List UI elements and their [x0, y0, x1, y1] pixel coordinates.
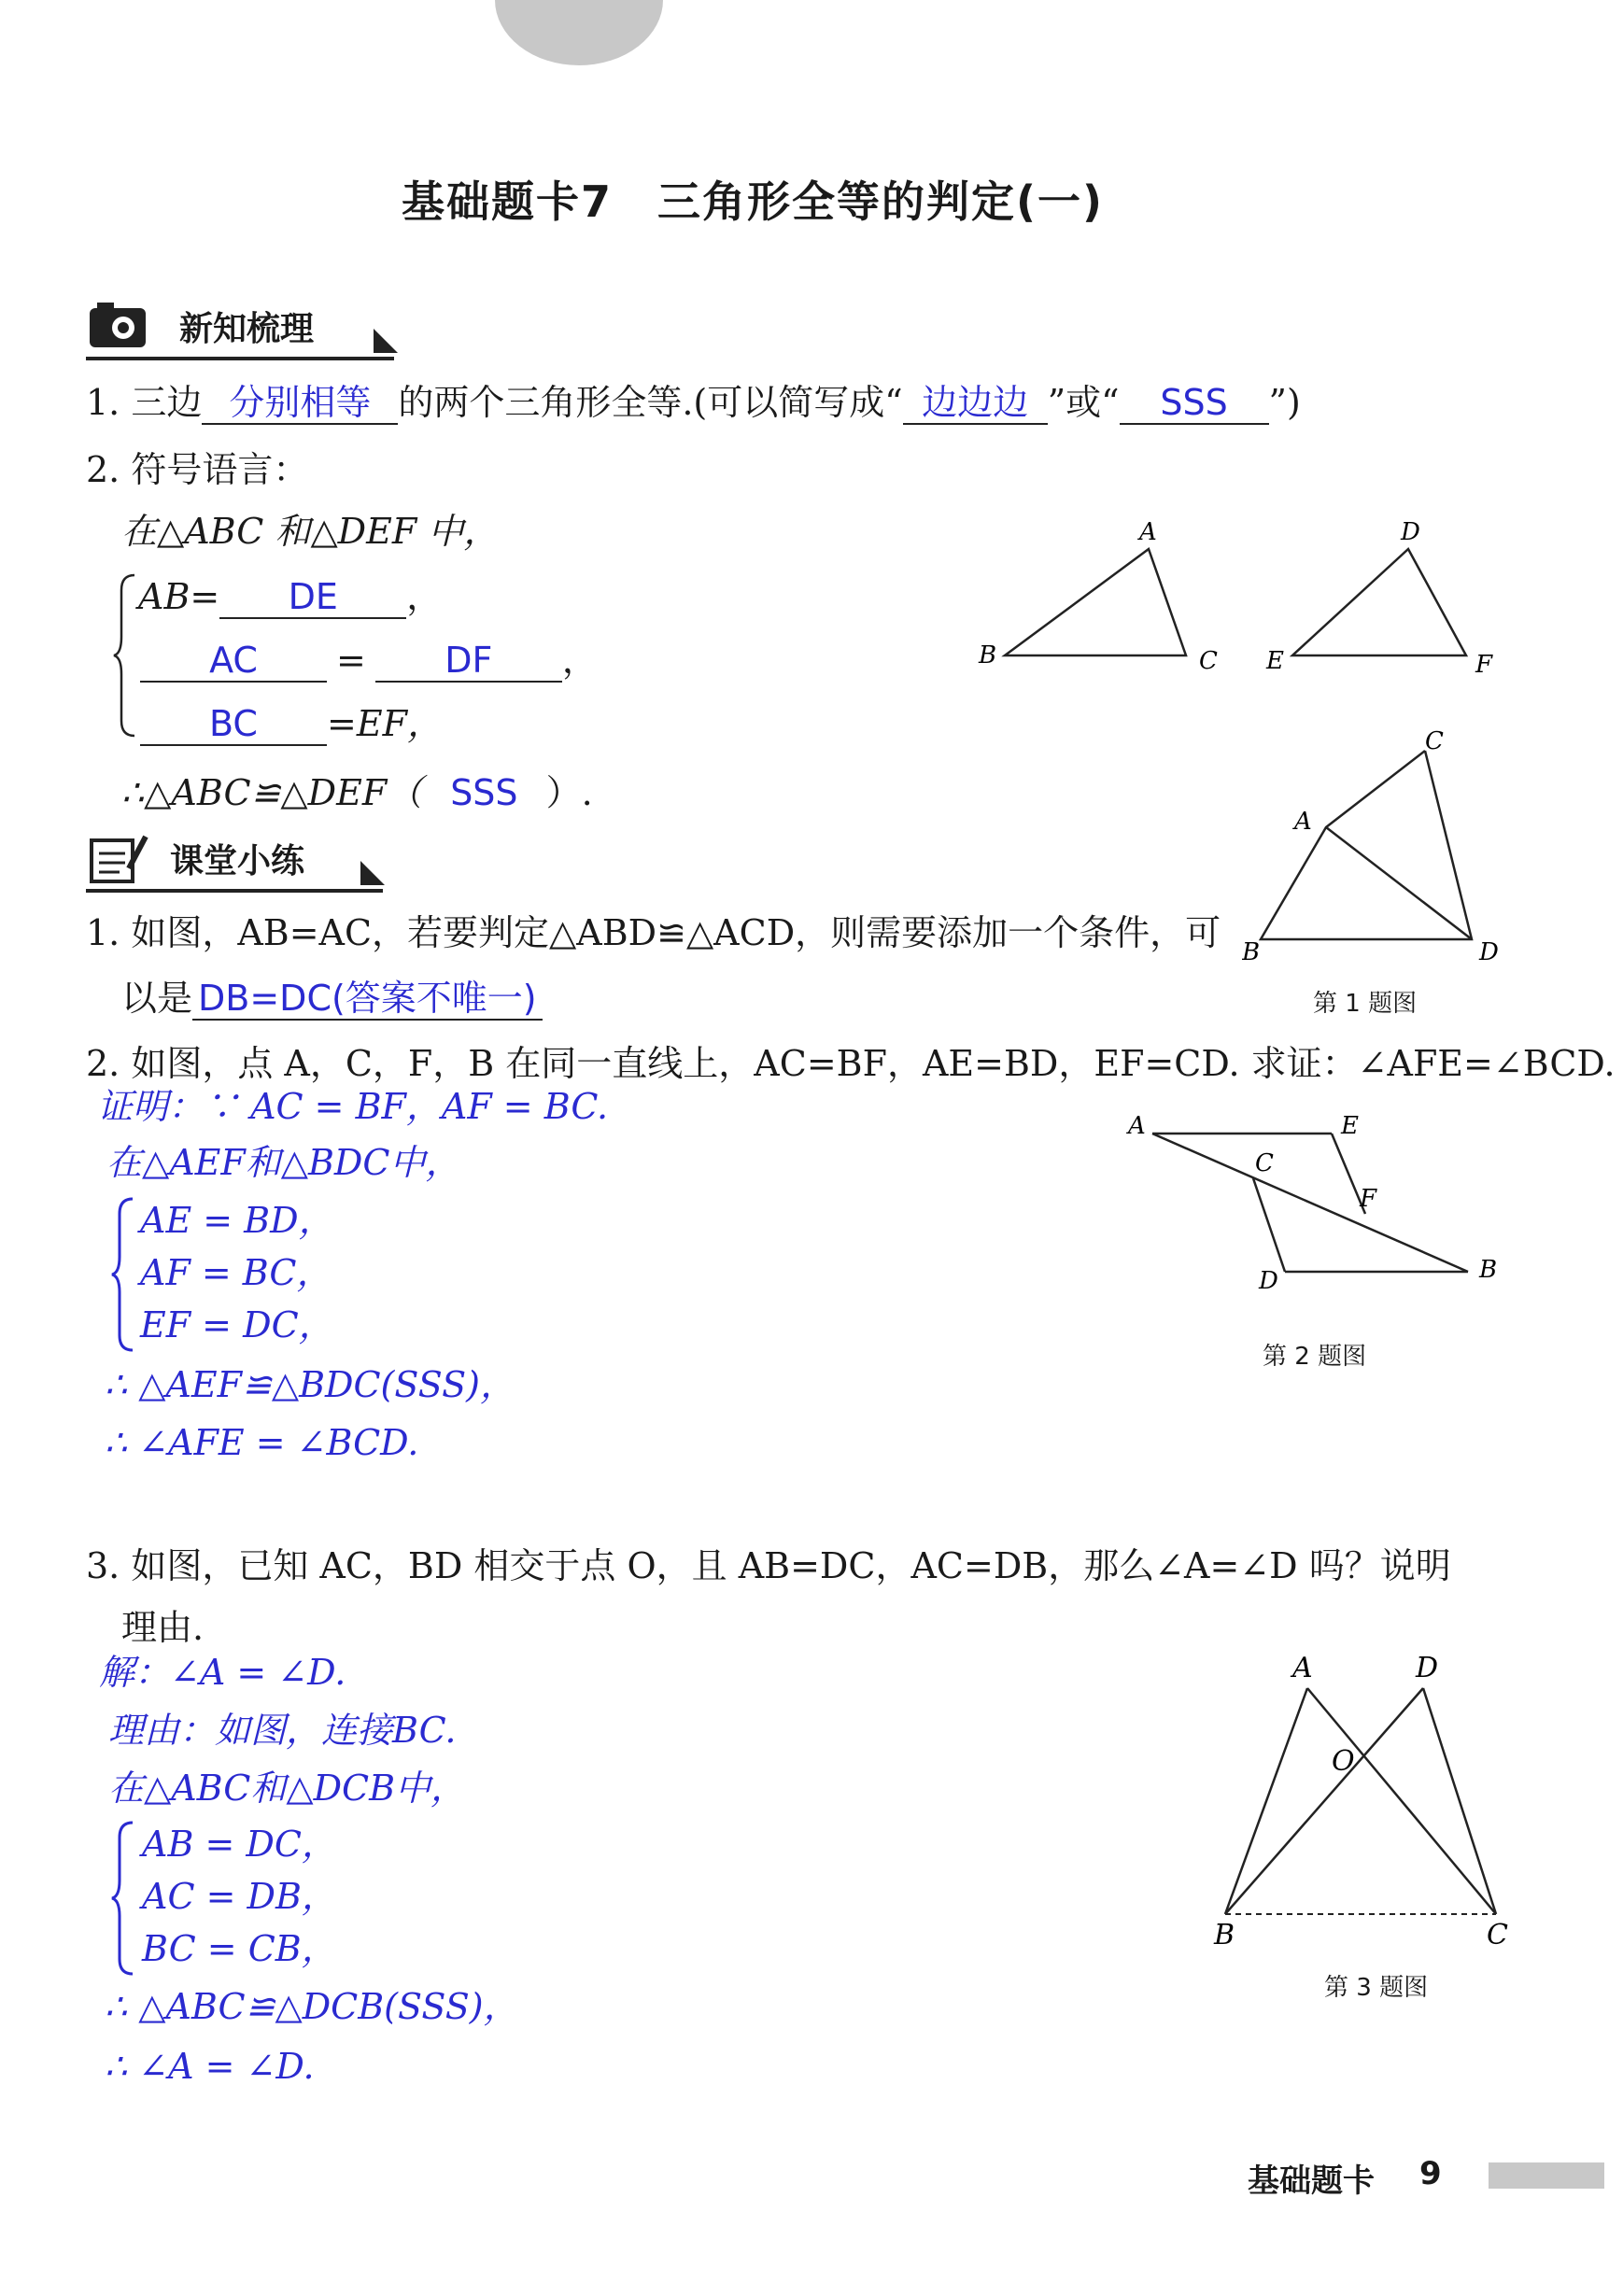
- proof-line: ∴ △AEF≌△BDC(SSS)，: [105, 1364, 515, 1405]
- figure-1: [1242, 728, 1522, 971]
- solution-line: 理由：如图，连接BC.: [108, 1710, 457, 1751]
- question-2-label: 2. 符号语言：: [86, 449, 309, 490]
- solution-line: ∴ ∠A = ∠D.: [105, 2046, 315, 2087]
- proof-line: ∴ ∠AFE = ∠BCD.: [105, 1422, 419, 1463]
- problem-1-answer-line: 以是 DB=DC(答案不唯一): [121, 977, 543, 1021]
- proof-line: EF = DC，: [140, 1304, 334, 1345]
- solution-line: ∴ △ABC≌△DCB(SSS)，: [105, 1986, 519, 2027]
- figure-2-caption: 第 2 题图: [1263, 1343, 1367, 1371]
- vertex-label: A: [1128, 1112, 1146, 1140]
- q2-line-2: AC = DF ，: [140, 639, 598, 683]
- vertex-label: A: [1292, 1652, 1313, 1684]
- vertex-label: F: [1360, 1185, 1377, 1213]
- left-brace: [110, 1819, 138, 1978]
- q2-conclusion: ∴△ABC≌△DEF（ SSS ）.: [121, 772, 593, 813]
- vertex-label: C: [1487, 1919, 1508, 1951]
- q2-line-3: BC =EF，: [140, 702, 443, 746]
- problem-2-stem: 2. 如图，点 A，C，F，B 在同一直线上，AC=BF，AE=BD，EF=CD. 求证：∠AFE=∠BCD.: [86, 1043, 1616, 1084]
- corner-triangle-icon: [359, 859, 387, 887]
- solution-line: 解：∠A = ∠D.: [99, 1652, 346, 1693]
- answer-blank: SSS: [450, 772, 518, 813]
- answer-blank: DB=DC(答案不唯一): [192, 978, 543, 1021]
- vertex-label: D: [1479, 938, 1499, 966]
- vertex-label: O: [1332, 1745, 1355, 1778]
- vertex-label: C: [1425, 728, 1444, 755]
- answer-blank: AC: [140, 640, 327, 683]
- vertex-label: A: [1139, 518, 1157, 546]
- vertex-label: B: [1242, 938, 1261, 966]
- vertex-label: B: [1214, 1919, 1235, 1951]
- page-number: 9: [1419, 2155, 1442, 2192]
- figure-3-caption: 第 3 题图: [1324, 1974, 1429, 2002]
- triangle-figures: [962, 512, 1541, 680]
- answer-blank: SSS: [1120, 382, 1269, 425]
- section-heading-label: 新知梳理: [179, 310, 315, 348]
- answer-blank: DE: [219, 576, 406, 619]
- vertex-label: C: [1199, 647, 1218, 675]
- vertex-label: A: [1294, 808, 1312, 836]
- vertex-label: D: [1259, 1267, 1278, 1295]
- vertex-label: E: [1266, 647, 1284, 675]
- proof-line: 证明：∵ AC = BF，AF = BC.: [97, 1086, 609, 1127]
- left-brace: [110, 1195, 138, 1354]
- problem-3-stem: 3. 如图，已知 AC，BD 相交于点 O，且 AB=DC，AC=DB，那么∠A=∠D 吗？说明: [86, 1545, 1451, 1586]
- footer-bar: [1489, 2162, 1604, 2189]
- question-1-fill: 1. 三边 分别相等 的两个三角形全等.(可以简写成“ 边边边 ”或“ SSS ”): [86, 382, 1301, 423]
- proof-line: AF = BC，: [140, 1252, 332, 1293]
- corner-triangle-icon: [372, 327, 400, 355]
- answer-blank: DF: [375, 640, 562, 683]
- answer-blank: BC: [140, 703, 327, 746]
- footer-label: 基础题卡: [1248, 2162, 1375, 2200]
- figure-1-caption: 第 1 题图: [1313, 990, 1418, 1018]
- section-heading-class-practice: [86, 831, 383, 893]
- vertex-label: C: [1255, 1149, 1274, 1177]
- notebook-pencil-icon: [86, 831, 151, 887]
- answer-blank: 分别相等: [202, 382, 398, 425]
- figure-3: [1205, 1643, 1541, 1961]
- problem-1-stem: 1. 如图，AB=AC，若要判定△ABD≌△ACD，则需要添加一个条件，可: [86, 912, 1221, 953]
- proof-line: 在△AEF和△BDC中，: [106, 1142, 461, 1183]
- solution-line: BC = CB，: [142, 1928, 337, 1969]
- vertex-label: B: [1479, 1256, 1498, 1284]
- section-heading-new-knowledge: [86, 299, 394, 360]
- vertex-label: B: [979, 641, 997, 669]
- proof-line: AE = BD，: [140, 1200, 334, 1241]
- solution-line: AC = DB，: [142, 1876, 337, 1917]
- left-brace: [112, 571, 140, 740]
- answer-blank: 边边边: [903, 382, 1048, 425]
- q2-line-1: AB= DE ，: [138, 576, 443, 617]
- question-2-intro: 在△ABC 和△DEF 中，: [121, 511, 500, 552]
- solution-line: 在△ABC和△DCB中，: [108, 1768, 467, 1809]
- solution-line: AB = DC，: [142, 1824, 337, 1865]
- page-title: 基础题卡7 三角形全等的判定(一): [402, 176, 1105, 227]
- camera-icon: [86, 299, 155, 353]
- problem-3-stem-cont: 理由.: [121, 1607, 205, 1648]
- vertex-label: D: [1401, 518, 1420, 546]
- vertex-label: F: [1475, 651, 1493, 679]
- figure-2: [1121, 1102, 1513, 1307]
- vertex-label: E: [1341, 1112, 1359, 1140]
- section-heading-label: 课堂小练: [170, 842, 305, 880]
- page-corner-decoration: [495, 0, 663, 65]
- vertex-label: D: [1416, 1652, 1439, 1684]
